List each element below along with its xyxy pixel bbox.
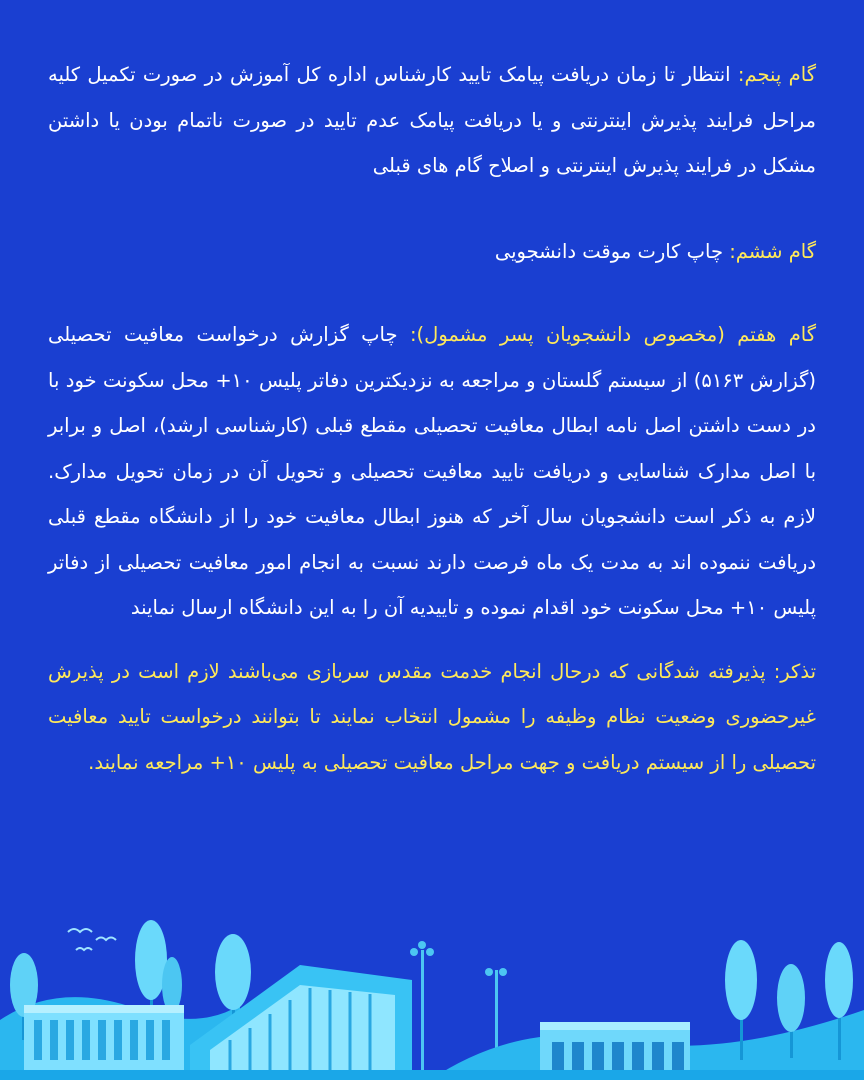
campus-building-icon [24,1005,184,1080]
campus-skyline-illustration [0,910,864,1080]
step-seven [48,312,816,631]
note-paragraph: تذکر: پذیرفته شدگانی که درحال انجام خدمت مقدس سربازی می‌باشند لازم است در پذیرش غیرحضوری وضعیت نظام وظیفه را مشمول انتخاب نمایند تا بتوانند درخواست تایید معافیت تحصیلی را از سیستم دریافت و جهت مراحل معافیت تحصیلی به پلیس ۱۰+ مراجعه نمایند. [48,659,816,774]
step-five-text: انتظار تا زمان دریافت پیامک تایید کارشناس اداره کل آموزش در صورت تکمیل کلیه مراحل فرایند پذیرش اینترنتی و یا دریافت پیامک عدم تایید در صورت ناتمام بودن یا داشتن مشکل در فرایند پذیرش اینترنتی و اصلاح گام های قبلی [48,63,816,177]
step-six-text: چاپ کارت موقت دانشجویی [494,239,730,263]
step-seven-heading: گام هفتم (مخصوص دانشجویان پسر مشمول): [409,323,816,346]
instructions-content [48,52,816,805]
step-seven-text: چاپ گزارش درخواست معافیت تحصیلی (گزارش ۵۱۶۳) از سیستم گلستان و مراجعه به نزدیکترین دفاتر پلیس ۱۰+ محل سکونت خود با در دست داشتن اصل نامه ابطال معافیت تحصیلی مقطع قبلی (کارشناسی ارشد)، اصل و برابر با اصل مدارک شناسایی و دریافت تایید معافیت تحصیلی و تحویل آن در زمان تحویل مدارک. لازم به ذکر است دانشجویان سال آخر که هنوز ابطال معافیت خود را از دانشگاه مقطع قبلی دریافت ننموده اند به مدت یک ماه فرصت دارند نسبت به انجام امور معافیت تحصیلی از دفاتر پلیس ۱۰+ محل سکونت خود اقدام نموده و تاییدیه آن را به این دانشگاه ارسال نمایند [48,323,816,619]
step-six [48,229,816,275]
step-five [48,52,816,189]
birds-icon [68,929,116,950]
step-six-heading: گام ششم: [729,239,816,263]
step-five-heading: گام پنجم: [737,63,816,86]
street-lamp-icon [410,941,434,1070]
